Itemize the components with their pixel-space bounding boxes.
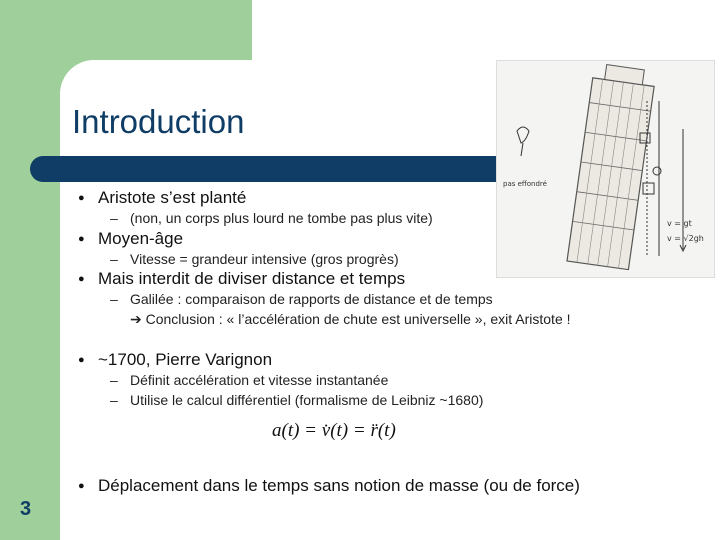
formula-text: a(t) = v̇(t) = r̈(t) (272, 420, 396, 441)
title-underline-bar (30, 156, 510, 182)
slide-title: Introduction (72, 103, 245, 140)
pisa-tower-illustration (496, 60, 715, 278)
sub-bullet-text: Utilise le calcul différentiel (formalisme de Leibniz ~1680) (130, 392, 484, 408)
conclusion-line: ➔ Conclusion : « l’accélération de chute est universelle », exit Aristote ! (130, 311, 571, 327)
illustration-caption-c: pas effondré (503, 180, 547, 188)
sub-bullet-text: (non, un corps plus lourd ne tombe pas plus vite) (130, 210, 433, 226)
bullet-text: Aristote s’est planté (98, 188, 247, 207)
dash-icon: – (110, 372, 118, 388)
varignon-formula (270, 414, 430, 449)
bullet-text: Moyen-âge (98, 229, 184, 248)
sub-bullet-text: Définit accélération et vitesse instantanée (130, 372, 389, 388)
dash-icon: – (110, 392, 118, 408)
bullet-dot-icon: ● (78, 233, 85, 245)
sub-bullet-text: Galilée : comparaison de rapports de distance et de temps (130, 291, 493, 307)
bullet-dot-icon: ● (78, 354, 85, 366)
slide-number: 3 (20, 498, 32, 520)
sub-bullet-text: Vitesse = grandeur intensive (gros progrès) (130, 251, 399, 267)
bullet-text: ~1700, Pierre Varignon (98, 350, 273, 369)
illustration-caption-b: v = √2gh (667, 234, 704, 243)
bullet-dot-icon: ● (78, 480, 85, 492)
dash-icon: – (110, 210, 118, 226)
bullet-text: Mais interdit de diviser distance et temps (98, 269, 406, 288)
dash-icon: – (110, 291, 118, 307)
bullet-dot-icon: ● (78, 273, 85, 285)
dash-icon: – (110, 251, 118, 267)
illustration-caption-a: v = gt (667, 219, 692, 228)
bullet-text: Déplacement dans le temps sans notion de masse (ou de force) (98, 476, 580, 495)
bullet-dot-icon: ● (78, 192, 85, 204)
pisa-tower-icon (497, 61, 714, 277)
